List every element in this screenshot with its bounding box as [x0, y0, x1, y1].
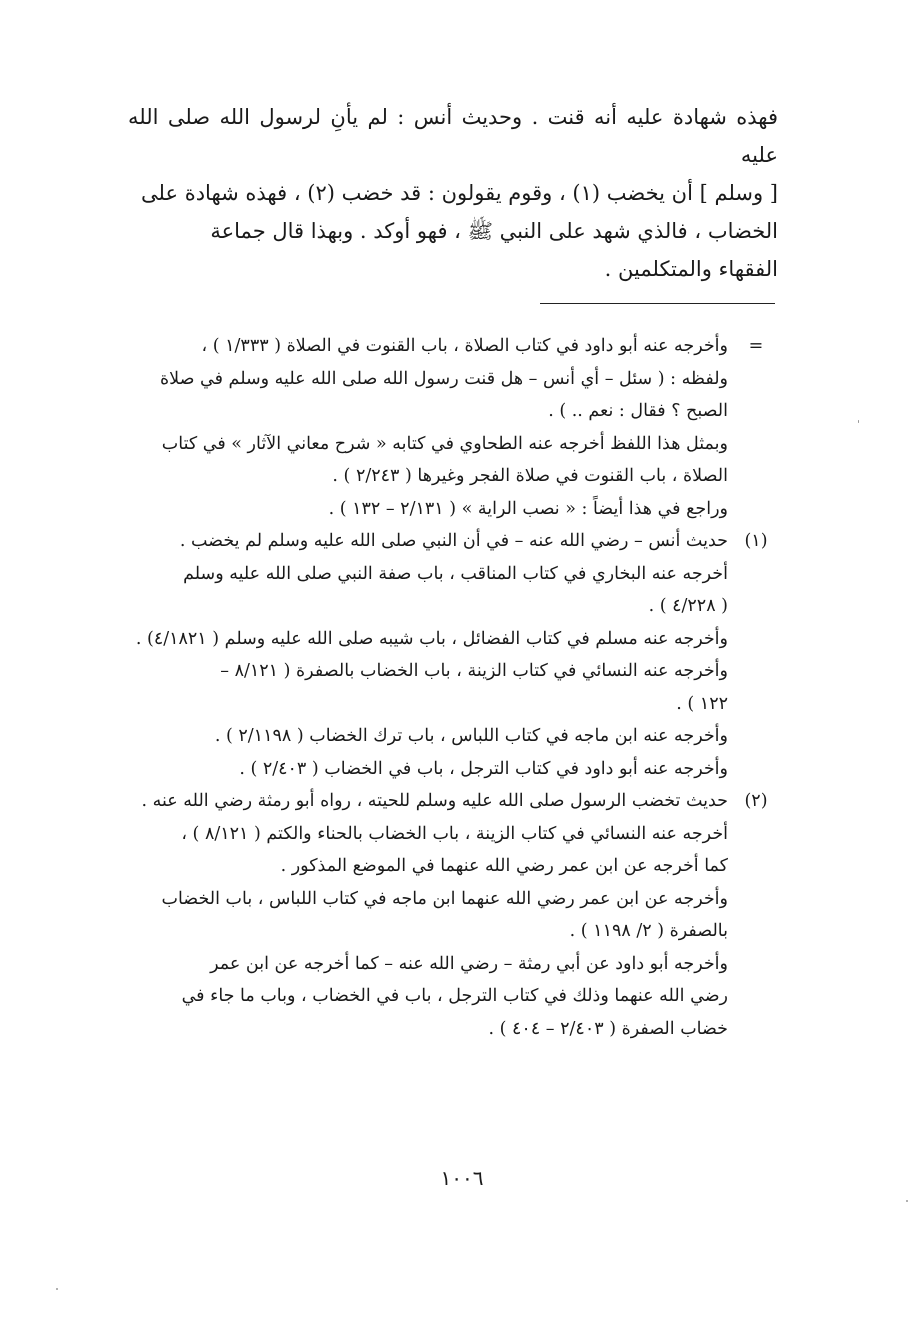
footnote-line: ولفظه : ( سئل – أي أنس – هل قنت رسول الله صلى الله عليه وسلم في صلاة — [160, 368, 728, 389]
footnote-marker: = — [748, 336, 764, 356]
scan-speck — [858, 420, 859, 423]
footnote-separator — [540, 303, 775, 304]
footnote-line: خضاب الصفرة ( ٢/٤٠٣ – ٤٠٤ ) . — [488, 1018, 728, 1039]
footnote-line: ١٢٢ ) . — [676, 693, 728, 714]
scan-speck — [906, 1200, 908, 1202]
footnote-line: رضي الله عنهما وذلك في كتاب الترجل ، باب في الخضاب ، وباب ما جاء في — [181, 986, 728, 1006]
footnote-line: حديث أنس – رضي الله عنه – في أن النبي صلى الله عليه وسلم لم يخضب . — [179, 531, 728, 551]
main-line: فهذه شهادة عليه أنه قنت . وحديث أنس : لم يأنِ لرسول الله صلى الله عليه — [128, 105, 778, 167]
footnote-line: الصبح ؟ فقال : نعم .. ) . — [548, 401, 728, 421]
footnote-line: وأخرجه عنه ابن ماجه في كتاب اللباس ، باب ترك الخضاب ( ٢/١١٩٨ ) . — [214, 726, 728, 746]
footnote-2 — [128, 785, 776, 1045]
main-line: الخضاب ، فالذي شهد على النبي ﷺ ، فهو أوكد . وبهذا قال جماعة — [210, 219, 778, 243]
footnote-line: وراجع في هذا أيضاً : « نصب الراية » ( ٢/١٣١ – ١٣٢ ) . — [328, 498, 728, 519]
footnote-line: الصلاة ، باب القنوت في صلاة الفجر وغيرها ( ٢/٢٤٣ ) . — [332, 466, 728, 486]
footnote-line: بالصفرة ( ٢/ ١١٩٨ ) . — [569, 921, 728, 941]
main-text — [128, 98, 778, 288]
footnote-line: وأخرجه أبو داود عن أبي رمثة – رضي الله عنه – كما أخرجه عن ابن عمر — [210, 953, 728, 974]
main-line: الفقهاء والمتكلمين . — [604, 257, 778, 281]
footnote-line: وأخرجه عنه أبو داود في كتاب الصلاة ، باب القنوت في الصلاة ( ١/٣٣٣ ) ، — [201, 336, 728, 356]
footnote-line: وأخرجه عن ابن عمر رضي الله عنهما ابن ماجه في كتاب اللباس ، باب الخضاب — [161, 888, 728, 909]
footnote-line: أخرجه عنه النسائي في كتاب الزينة ، باب الخضاب بالحناء والكتم ( ٨/١٢١ ) ، — [181, 823, 728, 844]
footnote-line: ( ٤/٢٢٨ ) . — [648, 596, 728, 616]
footnote-marker: (٢) — [744, 791, 768, 811]
footnote-line: أخرجه عنه البخاري في كتاب المناقب ، باب صفة النبي صلى الله عليه وسلم — [183, 563, 728, 584]
footnote-1 — [128, 525, 776, 785]
footnote-line: حديث تخضب الرسول صلى الله عليه وسلم للحيته ، رواه أبو رمثة رضي الله عنه . — [141, 791, 728, 811]
page-number: ١٠٠٦ — [440, 1166, 484, 1190]
scan-speck — [56, 1288, 58, 1290]
footnote-continuation — [128, 330, 776, 525]
footnote-marker: (١) — [744, 531, 768, 551]
footnote-line: وبمثل هذا اللفظ أخرجه عنه الطحاوي في كتابه « شرح معاني الآثار » في كتاب — [161, 433, 728, 454]
footnote-line: وأخرجه عنه النسائي في كتاب الزينة ، باب الخضاب بالصفرة ( ٨/١٢١ – — [220, 661, 728, 681]
main-line: [ وسلم ] أن يخضب (١) ، وقوم يقولون : قد خضب (٢) ، فهذه شهادة على — [141, 181, 778, 205]
footnotes — [128, 330, 776, 1045]
footnote-line: وأخرجه عنه أبو داود في كتاب الترجل ، باب في الخضاب ( ٢/٤٠٣ ) . — [239, 758, 728, 779]
footnote-line: وأخرجه عنه مسلم في كتاب الفضائل ، باب شيبه صلى الله عليه وسلم ( ٤/١٨٢١) . — [135, 628, 728, 649]
footnote-line: كما أخرجه عن ابن عمر رضي الله عنهما في الموضع المذكور . — [280, 856, 728, 876]
